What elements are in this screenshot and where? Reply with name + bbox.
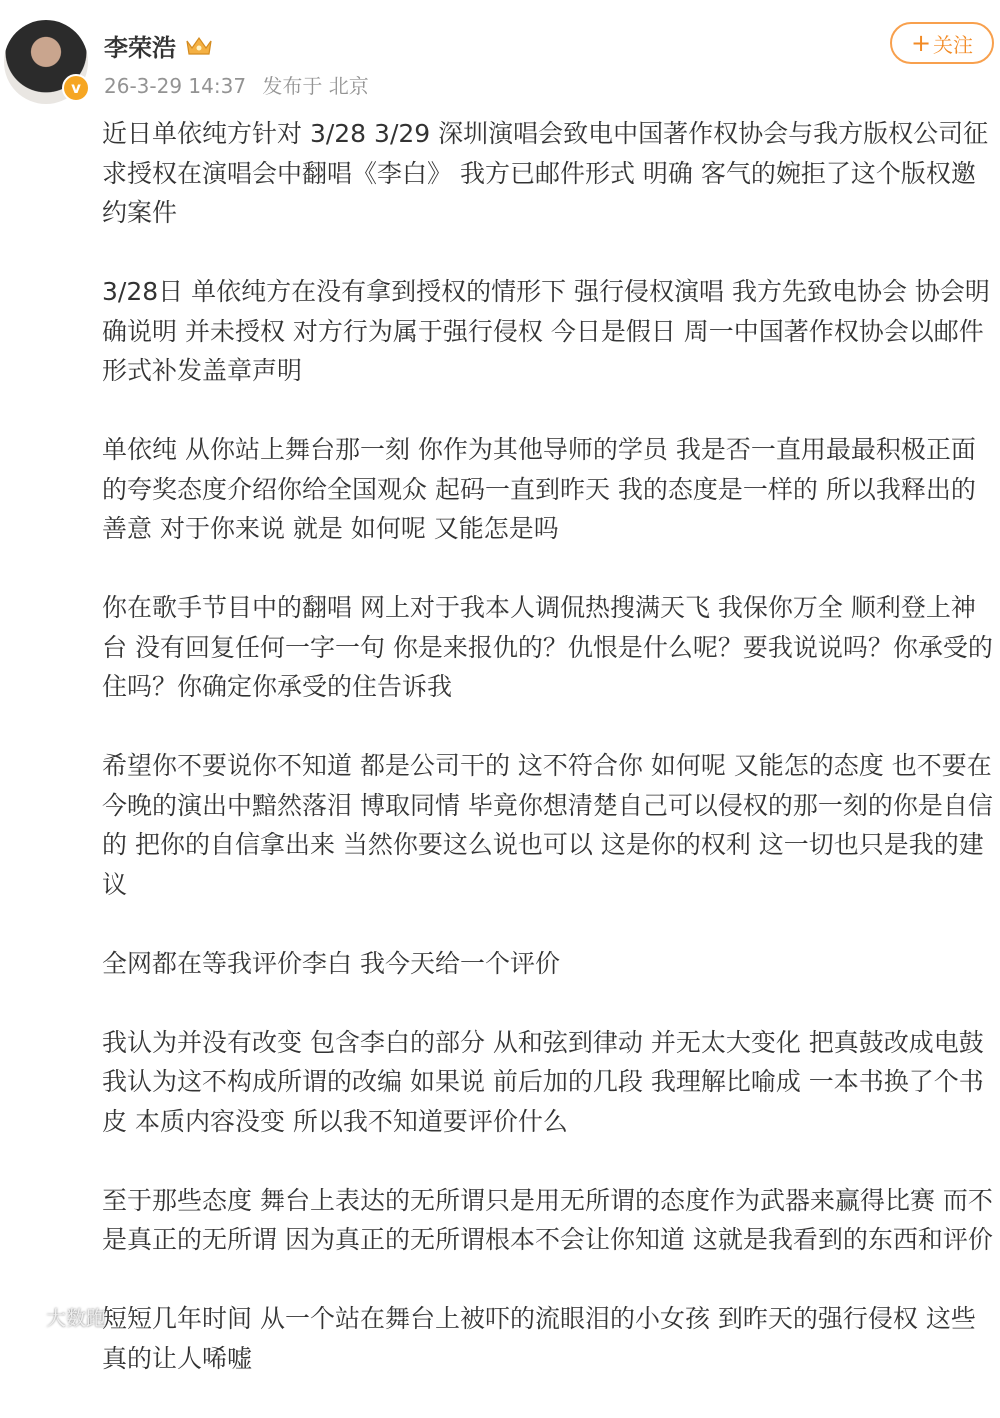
post-paragraph-8: 至于那些态度 舞台上表达的无所谓只是用无所谓的态度作为武器来赢得比赛 而不是真正的无所谓 因为真正的无所谓根本不会让你知道 这就是我看到的东西和评价 — [102, 1185, 993, 1254]
post-paragraph-3: 单依纯 从你站上舞台那一刻 你作为其他导师的学员 我是否一直用最最积极正面的夸奖态度介绍你给全国观众 起码一直到昨天 我的态度是一样的 所以我释出的善意 对于你来说 就是 如何呢 又能怎是吗 — [102, 435, 976, 543]
follow-button[interactable] — [890, 22, 994, 64]
post-paragraph-5: 希望你不要说你不知道 都是公司干的 这不符合你 如何呢 又能怎的态度 也不要在今晚的演出中黯然落泪 博取同情 毕竟你想清楚自己可以侵权的那一刻的你是自信的 把你的自信拿出来 当然你要这么说也可以 这是你的权利 这一切也只是我的建议 — [102, 751, 993, 899]
watermark-text: 大数跑 — [46, 1306, 106, 1330]
verified-badge-icon: v — [62, 74, 90, 102]
post-content — [102, 114, 997, 1418]
post-time: 26-3-29 14:37 — [104, 74, 247, 98]
post-paragraph-4: 你在歌手节目中的翻唱 网上对于我本人调侃热搜满天飞 我保你万全 顺利登上神台 没有回复任何一字一句 你是来报仇的？仇恨是什么呢？要我说说吗？你承受的住吗？你确定你承受的住告诉我 — [102, 593, 993, 701]
post-author — [104, 28, 214, 63]
post-paragraph-2: 3/28日 单依纯方在没有拿到授权的情形下 强行侵权演唱 我方先致电协会 协会明确说明 并未授权 对方行为属于强行侵权 今日是假日 周一中国著作权协会以邮件形式补发盖章声明 — [102, 277, 990, 385]
post-source: 发布于 北京 — [262, 74, 369, 98]
post-paragraph-6: 全网都在等我评价李白 我今天给一个评价 — [102, 948, 560, 978]
username-text[interactable]: 李荣浩 — [104, 34, 176, 62]
user-avatar[interactable] — [4, 20, 88, 104]
post-paragraph-1: 近日单依纯方针对 3/28 3/29 深圳演唱会致电中国著作权协会与我方版权公司征求授权在演唱会中翻唱《李白》 我方已邮件形式 明确 客气的婉拒了这个版权邀约案件 — [102, 119, 989, 227]
weibo-logo-icon — [0, 1303, 42, 1331]
post-meta — [104, 70, 379, 99]
follow-label: 关注 — [933, 32, 974, 57]
plus-icon: + — [910, 29, 932, 57]
watermark — [0, 1302, 106, 1331]
post-paragraph-9: 短短几年时间 从一个站在舞台上被吓的流眼泪的小女孩 到昨天的强行侵权 这些真的让人唏嘘 — [102, 1304, 976, 1373]
crown-icon — [184, 33, 214, 59]
post-paragraph-7: 我认为并没有改变 包含李白的部分 从和弦到律动 并无太大变化 把真鼓改成电鼓 我认为这不构成所谓的改编 如果说 前后加的几段 我理解比喻成 一本书换了个书皮 本质内容没变 所以我不知道要评价什么 — [102, 1027, 984, 1136]
